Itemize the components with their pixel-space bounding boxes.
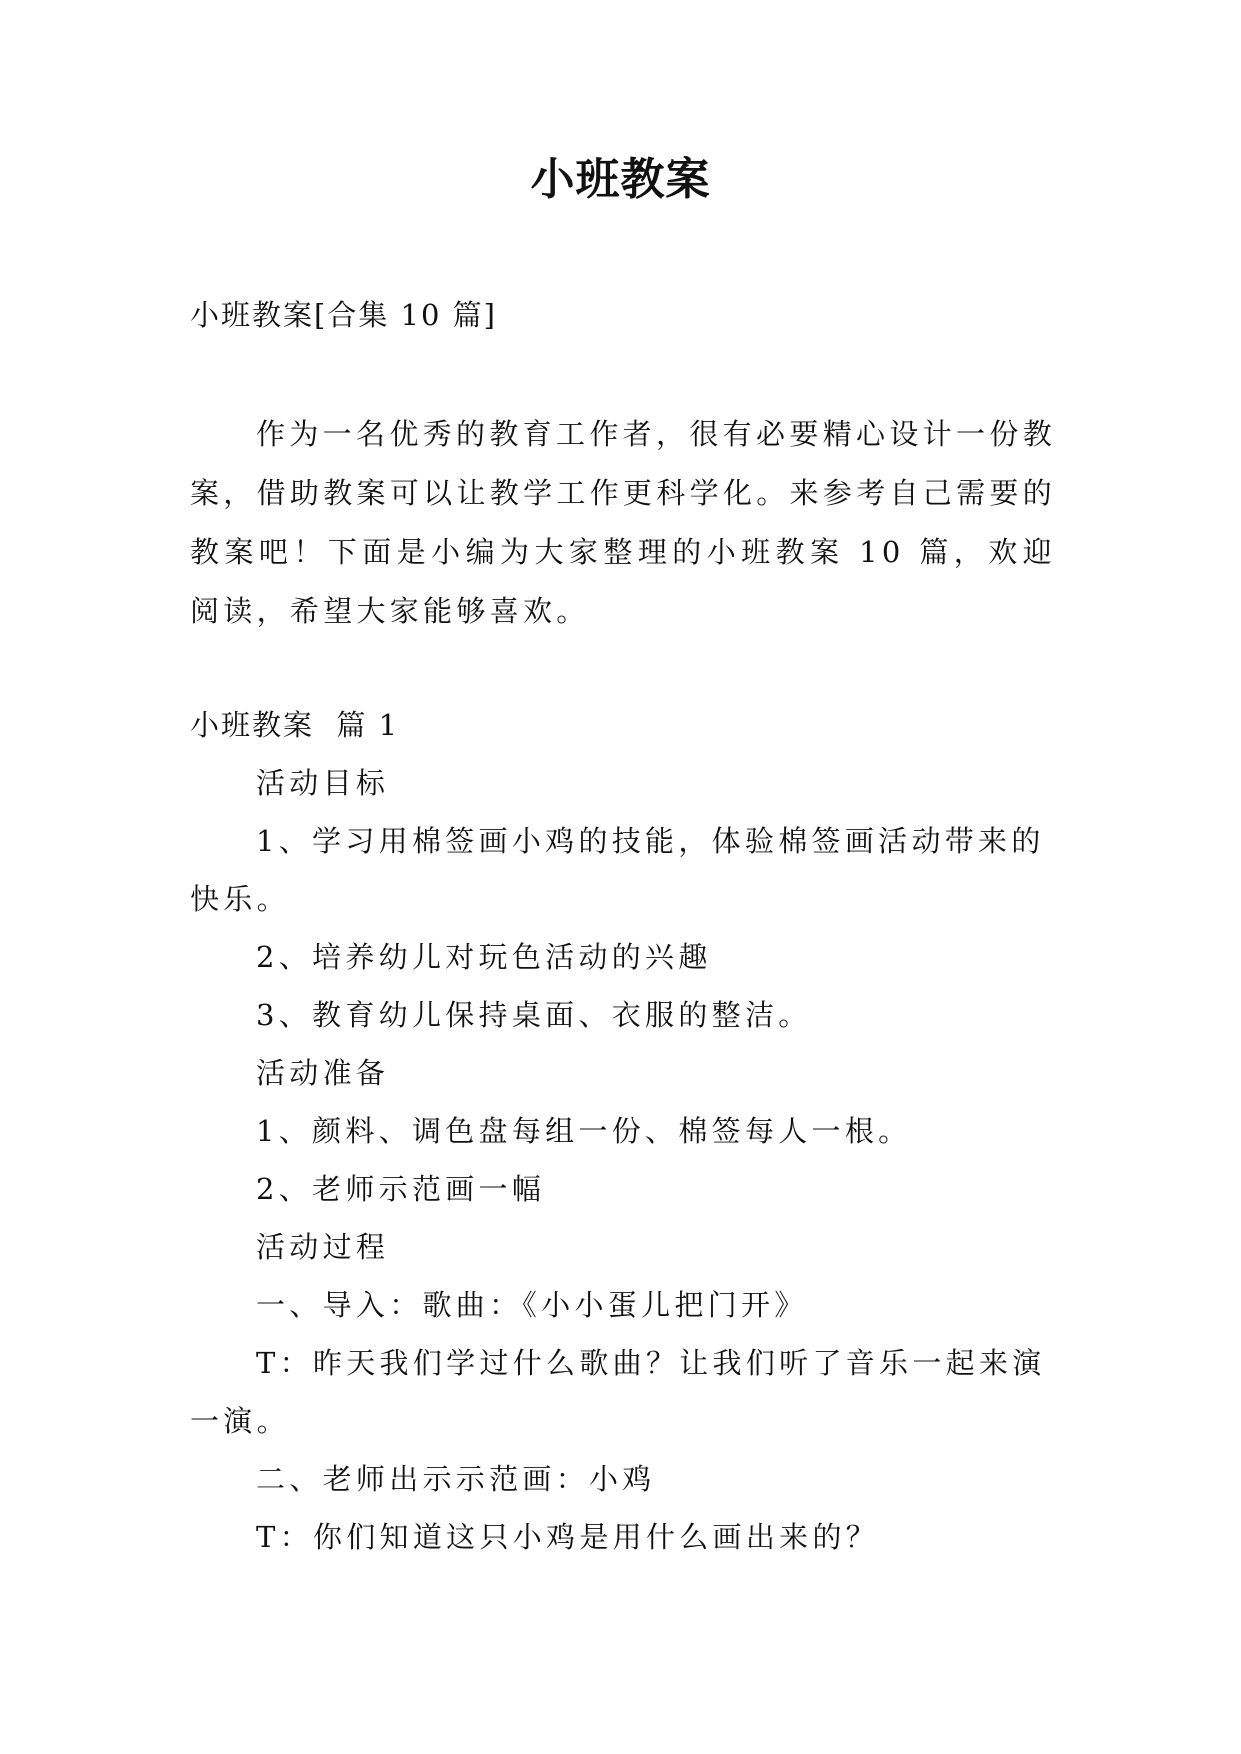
paragraph-goal-1: 1、学习用棉签画小鸡的技能，体验棉签画活动带来的快乐。 <box>190 824 1045 916</box>
document-title: 小班教案 <box>530 154 711 205</box>
paragraph-process-question-1: T：昨天我们学过什么歌曲？让我们听了音乐一起来演一演。 <box>190 1346 1046 1438</box>
paragraph-process-1: 一、导入：歌曲：《小小蛋儿把门开》 <box>256 1288 808 1322</box>
paragraph-goal-3: 3、教育幼儿保持桌面、衣服的整洁。 <box>256 998 812 1032</box>
intro-paragraph: 作为一名优秀的教育工作者，很有必要精心设计一份教案，借助教案可以让教学工作更科学化。来参考自己需要的教案吧！下面是小编为大家整理的小班教案 10 篇，欢迎阅读，希望大家能够喜欢。 <box>190 417 1056 628</box>
paragraph-goal-2: 2、培养幼儿对玩色活动的兴趣 <box>256 940 712 974</box>
paragraph-process-question-2: T：你们知道这只小鸡是用什么画出来的？ <box>256 1520 880 1554</box>
paragraph-activity-prep: 活动准备 <box>256 1056 390 1090</box>
paragraph-prep-2: 2、老师示范画一幅 <box>256 1172 546 1206</box>
paragraph-activity-process: 活动过程 <box>256 1230 390 1264</box>
section-heading: 小班教案 篇 1 <box>190 708 400 742</box>
paragraph-activity-goals: 活动目标 <box>256 766 390 800</box>
paragraph-process-2: 二、老师出示示范画：小鸡 <box>256 1462 656 1496</box>
document-subtitle: 小班教案[合集 10 篇] <box>190 298 497 332</box>
section-content <box>190 696 1056 1566</box>
paragraph-prep-1: 1、颜料、调色盘每组一份、棉签每人一根。 <box>256 1114 912 1148</box>
